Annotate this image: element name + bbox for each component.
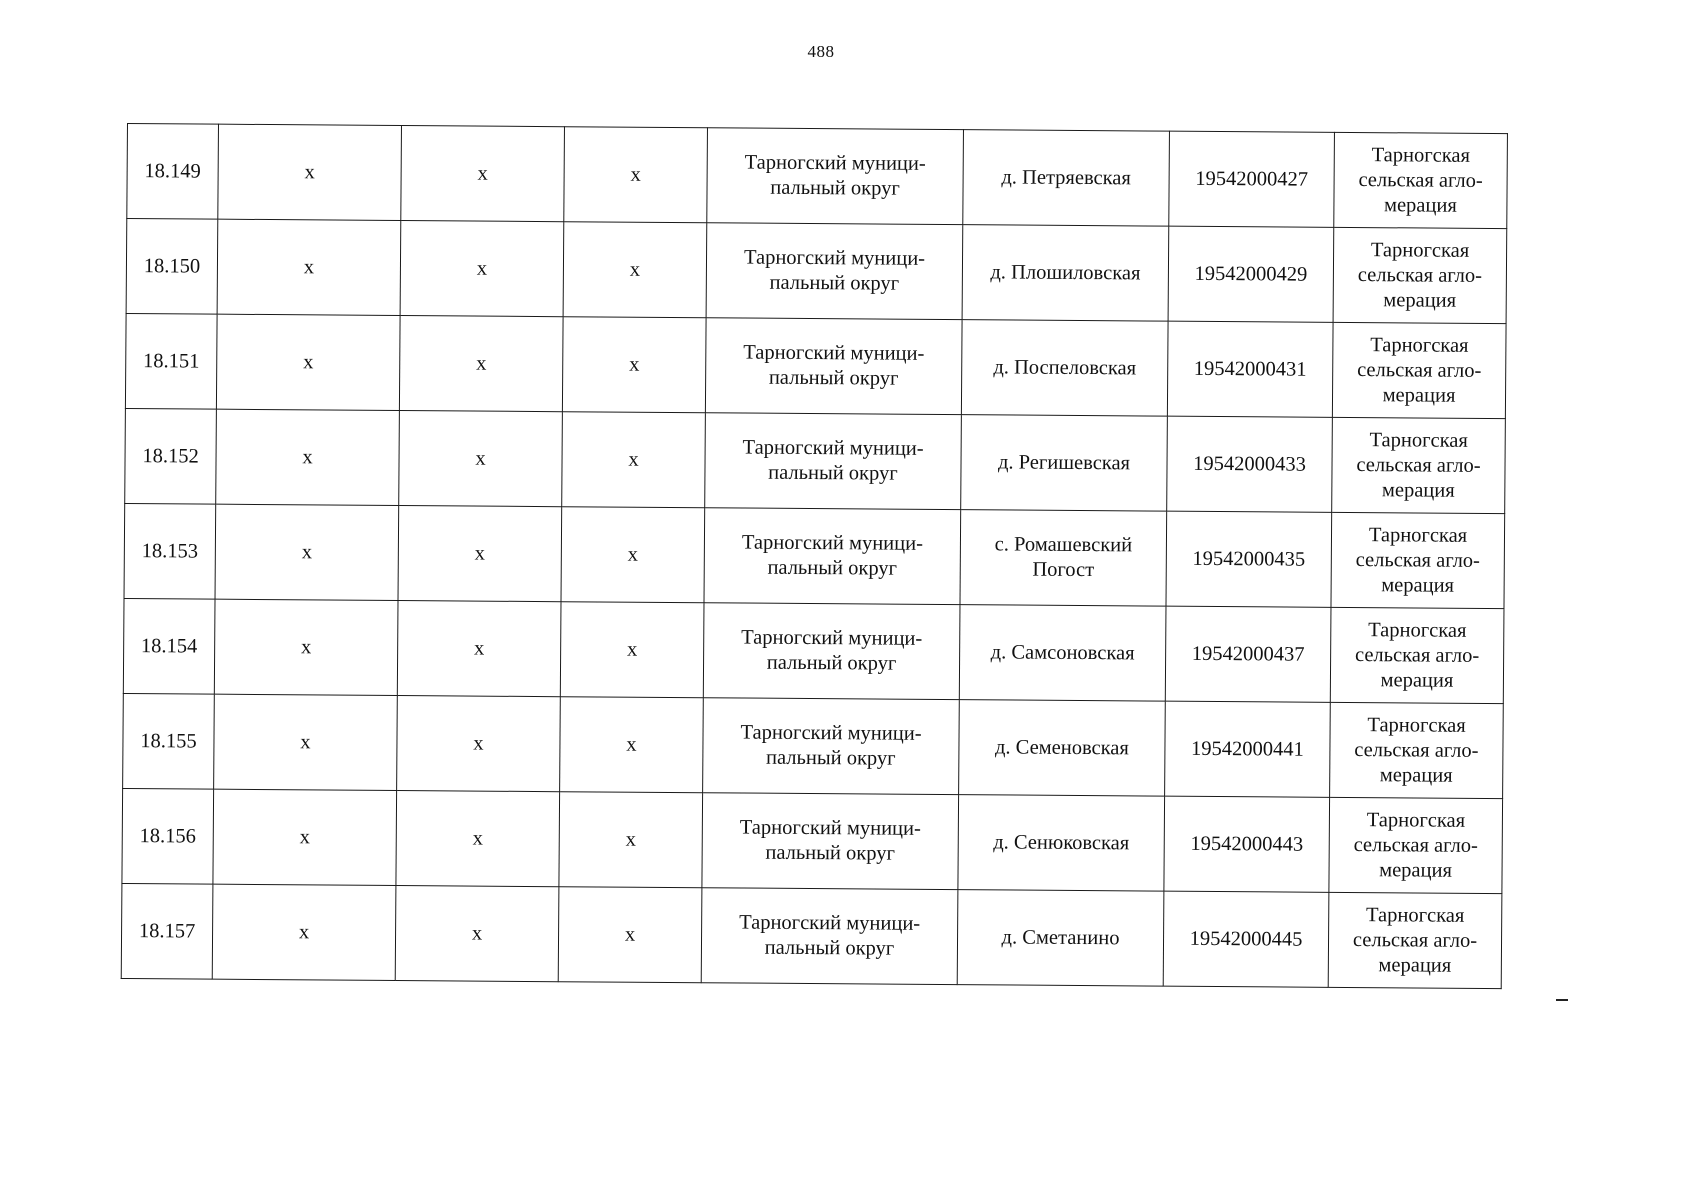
settlement-cell: д. Сметанино bbox=[957, 890, 1164, 987]
municipal-district-cell: Тарногский муници- пальный округ bbox=[703, 698, 960, 795]
municipal-district-cell: Тарногский муници- пальный округ bbox=[703, 603, 960, 700]
x-mark-cell: х bbox=[562, 412, 706, 508]
settlement-cell: д. Петряевская bbox=[963, 130, 1170, 227]
oktmo-code-cell: 19542000445 bbox=[1163, 891, 1329, 987]
x-mark-cell: х bbox=[399, 411, 563, 507]
table-row bbox=[122, 788, 1503, 893]
agglomeration-cell: Тарногская сельская агло- мерация bbox=[1329, 797, 1503, 893]
table-row bbox=[121, 883, 1502, 988]
x-mark-cell: х bbox=[212, 884, 396, 980]
settlements-table bbox=[121, 123, 1508, 989]
x-mark-cell: х bbox=[213, 789, 397, 885]
settlement-cell: д. Сенюковская bbox=[958, 795, 1165, 892]
municipal-district-cell: Тарногский муници- пальный округ bbox=[705, 413, 962, 510]
page-number: 488 bbox=[807, 42, 835, 61]
oktmo-code-cell: 19542000431 bbox=[1167, 321, 1333, 417]
oktmo-code-cell: 19542000433 bbox=[1167, 416, 1333, 512]
row-number: 18.155 bbox=[123, 693, 215, 789]
row-number: 18.152 bbox=[125, 408, 217, 504]
row-number: 18.157 bbox=[121, 883, 213, 979]
x-mark-cell: х bbox=[560, 697, 704, 793]
x-mark-cell: х bbox=[399, 316, 563, 412]
row-number: 18.156 bbox=[122, 788, 214, 884]
settlement-cell: с. Ромашевский Погост bbox=[960, 510, 1167, 607]
oktmo-code-cell: 19542000427 bbox=[1169, 131, 1335, 227]
x-mark-cell: х bbox=[397, 600, 561, 696]
agglomeration-cell: Тарногская сельская агло- мерация bbox=[1332, 417, 1506, 513]
municipal-district-cell: Тарногский муници- пальный округ bbox=[701, 888, 958, 985]
municipal-district-cell: Тарногский муници- пальный округ bbox=[702, 793, 959, 890]
x-mark-cell: х bbox=[218, 124, 402, 220]
x-mark-cell: х bbox=[558, 887, 702, 983]
table-row bbox=[125, 313, 1506, 418]
x-mark-cell: х bbox=[217, 219, 401, 315]
x-mark-cell: х bbox=[561, 507, 705, 603]
oktmo-code-cell: 19542000429 bbox=[1168, 226, 1334, 322]
oktmo-code-cell: 19542000437 bbox=[1165, 606, 1331, 702]
table-row bbox=[124, 503, 1505, 608]
x-mark-cell: х bbox=[400, 221, 564, 317]
settlement-cell: д. Поспеловская bbox=[961, 320, 1168, 417]
row-number: 18.151 bbox=[125, 313, 217, 409]
x-mark-cell: х bbox=[563, 222, 707, 318]
municipal-district-cell: Тарногский муници- пальный округ bbox=[707, 128, 964, 225]
x-mark-cell: х bbox=[216, 314, 400, 410]
table-row bbox=[123, 693, 1504, 798]
x-mark-cell: х bbox=[215, 504, 399, 600]
agglomeration-cell: Тарногская сельская агло- мерация bbox=[1328, 892, 1502, 988]
settlement-cell: д. Регишевская bbox=[961, 415, 1168, 512]
settlement-cell: д. Самсоновская bbox=[959, 605, 1166, 702]
oktmo-code-cell: 19542000443 bbox=[1164, 796, 1330, 892]
municipal-district-cell: Тарногский муници- пальный округ bbox=[705, 318, 962, 415]
x-mark-cell: х bbox=[214, 599, 398, 695]
row-number: 18.149 bbox=[127, 124, 219, 220]
row-number: 18.154 bbox=[123, 598, 215, 694]
x-mark-cell: х bbox=[559, 792, 703, 888]
oktmo-code-cell: 19542000435 bbox=[1166, 511, 1332, 607]
table-row bbox=[126, 219, 1507, 324]
agglomeration-cell: Тарногская сельская агло- мерация bbox=[1334, 132, 1508, 228]
x-mark-cell: х bbox=[560, 602, 704, 698]
agglomeration-cell: Тарногская сельская агло- мерация bbox=[1330, 702, 1504, 798]
table-container bbox=[121, 123, 1507, 989]
agglomeration-cell: Тарногская сельская агло- мерация bbox=[1330, 607, 1504, 703]
settlement-cell: д. Семеновская bbox=[959, 700, 1166, 797]
agglomeration-cell: Тарногская сельская агло- мерация bbox=[1332, 322, 1506, 418]
x-mark-cell: х bbox=[401, 126, 565, 222]
x-mark-cell: х bbox=[396, 790, 560, 886]
row-number: 18.153 bbox=[124, 503, 216, 599]
settlement-cell: д. Плошиловская bbox=[962, 225, 1169, 322]
oktmo-code-cell: 19542000441 bbox=[1165, 701, 1331, 797]
x-mark-cell: х bbox=[562, 317, 706, 413]
x-mark-cell: х bbox=[398, 506, 562, 602]
row-number: 18.150 bbox=[126, 219, 218, 315]
municipal-district-cell: Тарногский муници- пальный округ bbox=[706, 223, 963, 320]
table-row bbox=[123, 598, 1504, 703]
agglomeration-cell: Тарногская сельская агло- мерация bbox=[1333, 227, 1507, 323]
agglomeration-cell: Тарногская сельская агло- мерация bbox=[1331, 512, 1505, 608]
table-row bbox=[127, 124, 1508, 229]
x-mark-cell: х bbox=[216, 409, 400, 505]
x-mark-cell: х bbox=[397, 695, 561, 791]
x-mark-cell: х bbox=[564, 127, 708, 223]
x-mark-cell: х bbox=[395, 885, 559, 981]
x-mark-cell: х bbox=[214, 694, 398, 790]
table-row bbox=[125, 408, 1506, 513]
municipal-district-cell: Тарногский муници- пальный округ bbox=[704, 508, 961, 605]
margin-dash bbox=[1556, 999, 1568, 1001]
